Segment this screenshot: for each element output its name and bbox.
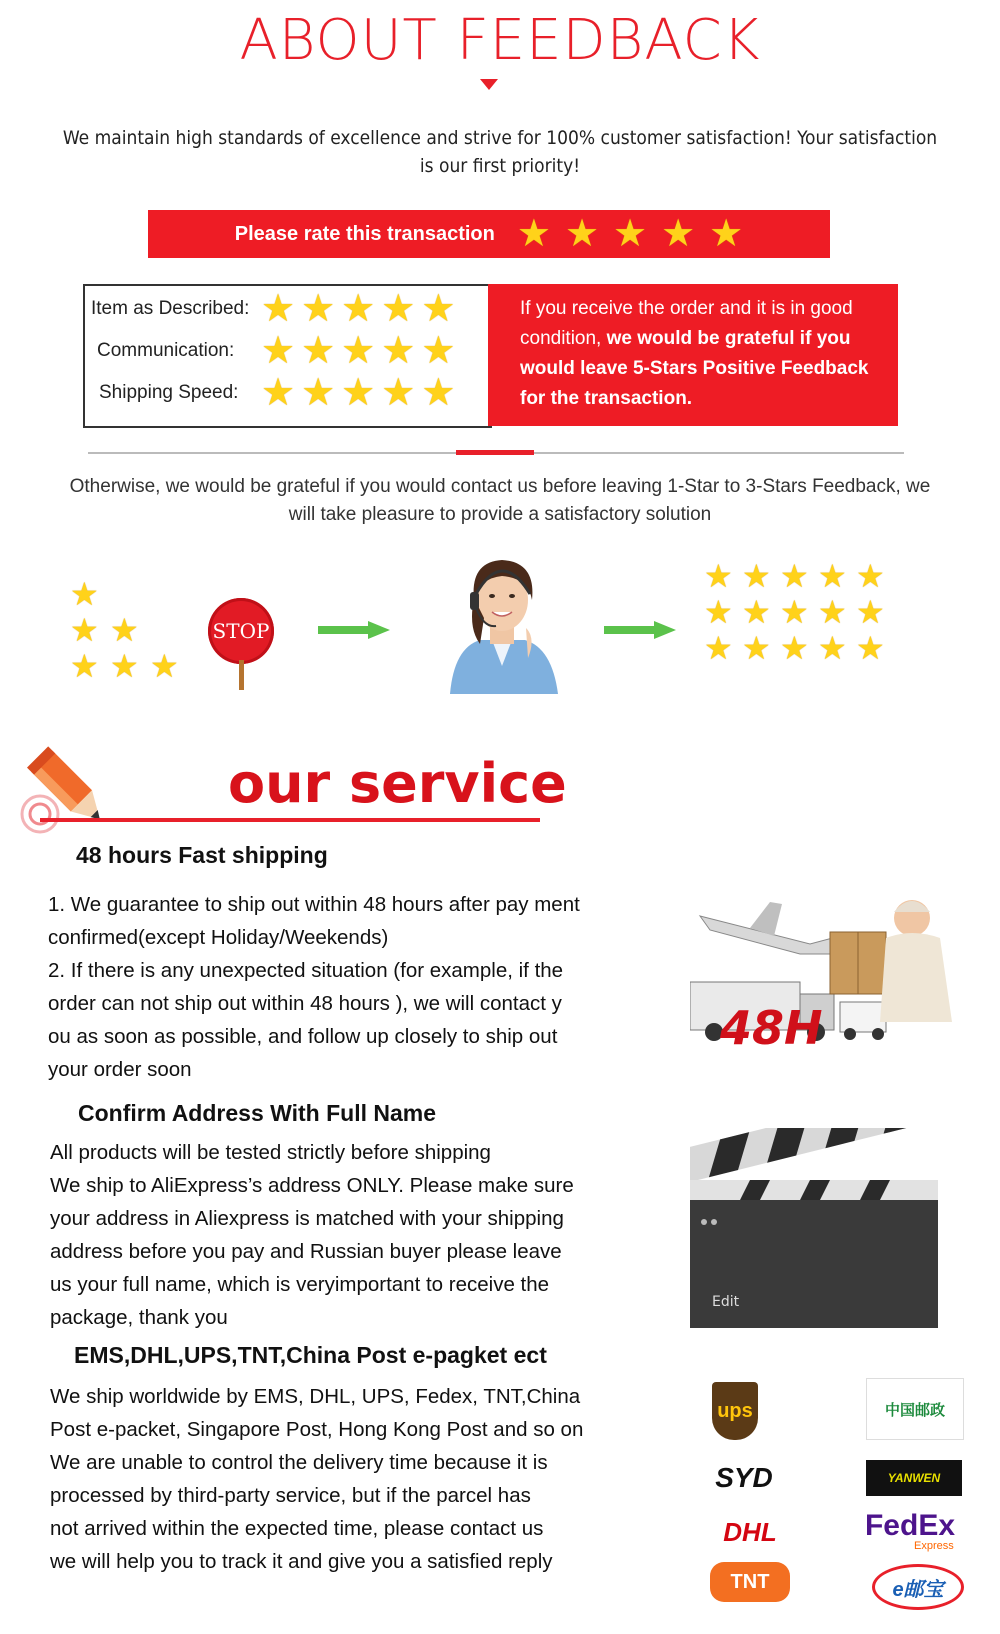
star-icon: ★ bbox=[341, 288, 376, 330]
body-line: We ship worldwide by EMS, DHL, UPS, Fedex, TNT,China bbox=[50, 1385, 581, 1408]
star-icon: ★ bbox=[381, 372, 416, 414]
criteria-label: Item as Described: bbox=[91, 298, 250, 319]
criteria-label: Communication: bbox=[97, 340, 235, 361]
star-icon: ★ bbox=[301, 330, 336, 372]
star-icon: ★ bbox=[818, 558, 847, 594]
ups-logo: ups bbox=[712, 1382, 758, 1440]
star-icon: ★ bbox=[341, 372, 376, 414]
criteria-label: Shipping Speed: bbox=[99, 382, 239, 403]
body-line: your order soon bbox=[48, 1058, 192, 1081]
star-icon: ★ bbox=[742, 594, 771, 630]
rate-transaction-bar bbox=[148, 210, 830, 258]
fedex-express-label: Express bbox=[914, 1540, 954, 1552]
star-icon: ★ bbox=[70, 612, 99, 648]
body-line: order can not ship out within 48 hours ), we will contact y bbox=[48, 992, 562, 1015]
tnt-logo: TNT bbox=[710, 1562, 790, 1602]
star-icon: ★ bbox=[110, 612, 139, 648]
rate-star-icon[interactable]: ★ bbox=[516, 213, 551, 255]
rating-criteria-table bbox=[83, 284, 492, 428]
48h-badge: 48H bbox=[720, 1001, 823, 1055]
star-icon: ★ bbox=[301, 288, 336, 330]
request-text: If you receive the order and it is in good condition, bbox=[520, 298, 853, 349]
customer-service-agent-image bbox=[440, 548, 565, 694]
star-icon: ★ bbox=[110, 648, 139, 684]
rate-star-icon[interactable]: ★ bbox=[709, 213, 744, 255]
body-line: your address in Aliexpress is matched with your shipping bbox=[50, 1207, 564, 1230]
body-line: us your full name, which is veryimportant to receive the bbox=[50, 1273, 550, 1296]
section-body-address bbox=[50, 1136, 670, 1334]
rate-star-icon[interactable]: ★ bbox=[564, 213, 600, 255]
criteria-row bbox=[91, 374, 455, 412]
stop-sign-icon: STOP bbox=[208, 598, 274, 664]
yanwen-logo: YANWEN bbox=[866, 1460, 962, 1496]
star-icon: ★ bbox=[381, 330, 416, 372]
body-line: We ship to AliExpress’s address ONLY. Please make sure bbox=[50, 1174, 574, 1197]
divider-accent bbox=[456, 450, 534, 455]
star-icon: ★ bbox=[261, 288, 296, 330]
star-icon: ★ bbox=[704, 630, 733, 666]
star-icon: ★ bbox=[856, 558, 885, 594]
star-icon: ★ bbox=[381, 288, 416, 330]
star-icon: ★ bbox=[780, 558, 809, 594]
feedback-intro: We maintain high standards of excellence and strive for 100% customer satisfaction! Your satisfaction is our first priority! bbox=[62, 127, 938, 177]
stop-sign-pole bbox=[239, 660, 244, 690]
body-line: 1. We guarantee to ship out within 48 hours after pay ment bbox=[48, 893, 580, 916]
arrow-right-icon bbox=[604, 621, 678, 639]
star-icon: ★ bbox=[856, 594, 885, 630]
body-line: not arrived within the expected time, please contact us bbox=[50, 1517, 544, 1540]
star-icon: ★ bbox=[70, 648, 99, 684]
body-line: We are unable to control the delivery time because it is bbox=[50, 1451, 548, 1474]
feedback-title: ABOUT FEEDBACK bbox=[239, 8, 761, 73]
section-heading: EMS,DHL,UPS,TNT,China Post e-pagket ect bbox=[74, 1342, 547, 1368]
title-pointer-icon bbox=[480, 79, 498, 90]
body-line: ou as soon as possible, and follow up closely to ship out bbox=[48, 1025, 558, 1048]
star-icon: ★ bbox=[421, 288, 456, 330]
star-icon: ★ bbox=[150, 648, 179, 684]
e-ems-logo: e邮宝 bbox=[872, 1564, 964, 1610]
star-icon: ★ bbox=[421, 330, 456, 372]
service-title: our service bbox=[228, 752, 567, 815]
star-icon: ★ bbox=[742, 558, 771, 594]
fedex-logo: FedEx bbox=[864, 1509, 956, 1542]
star-icon: ★ bbox=[261, 330, 296, 372]
star-icon: ★ bbox=[261, 372, 296, 414]
criteria-row bbox=[91, 332, 455, 370]
star-icon: ★ bbox=[742, 630, 771, 666]
rate-star-icon[interactable]: ★ bbox=[661, 213, 696, 255]
body-line: All products will be tested strictly before shipping bbox=[50, 1141, 491, 1164]
positive-feedback-request bbox=[488, 284, 898, 426]
star-icon: ★ bbox=[70, 576, 99, 612]
arrow-right-icon bbox=[318, 621, 392, 639]
star-icon: ★ bbox=[301, 372, 336, 414]
section-heading: Confirm Address With Full Name bbox=[78, 1100, 437, 1126]
syd-logo: SYD bbox=[715, 1462, 773, 1493]
star-icon: ★ bbox=[818, 630, 847, 666]
request-text-bold: we would be grateful if you would leave 5-Stars Positive Feedback for the transaction. bbox=[520, 328, 869, 409]
contact-before-negative-text: Otherwise, we would be grateful if you would contact us before leaving 1-Star to 3-Stars Feedback, we will take pleasure to provide a satisfactory solution bbox=[69, 476, 931, 525]
body-line: 2. If there is any unexpected situation (for example, if the bbox=[48, 959, 564, 982]
body-line: address before you pay and Russian buyer please leave bbox=[50, 1240, 562, 1263]
section-body-carriers bbox=[50, 1380, 670, 1578]
body-line: we will help you to track it and give you a satisfied reply bbox=[50, 1550, 553, 1573]
criteria-row bbox=[91, 290, 455, 328]
star-icon: ★ bbox=[341, 330, 376, 372]
star-icon: ★ bbox=[818, 594, 847, 630]
body-line: package, thank you bbox=[50, 1306, 228, 1329]
star-icon: ★ bbox=[421, 372, 456, 414]
star-icon: ★ bbox=[704, 558, 733, 594]
body-line: confirmed(except Holiday/Weekends) bbox=[48, 926, 389, 949]
section-body-shipping bbox=[48, 888, 668, 1086]
dhl-logo: DHL bbox=[723, 1516, 777, 1547]
rate-star-icon[interactable]: ★ bbox=[613, 213, 648, 255]
star-icon: ★ bbox=[704, 594, 733, 630]
clapper-edit-label: Edit bbox=[712, 1294, 740, 1310]
star-icon: ★ bbox=[856, 630, 885, 666]
rate-label: Please rate this transaction bbox=[234, 222, 495, 245]
china-post-logo: 中国邮政 bbox=[866, 1378, 964, 1440]
fast-shipping-image bbox=[690, 882, 962, 1078]
service-underline bbox=[40, 818, 540, 822]
body-line: Post e-packet, Singapore Post, Hong Kong Post and so on bbox=[50, 1418, 584, 1441]
star-icon: ★ bbox=[780, 594, 809, 630]
body-line: processed by third-party service, but if the parcel has bbox=[50, 1484, 531, 1507]
clapperboard-image bbox=[690, 1128, 938, 1328]
star-icon: ★ bbox=[780, 630, 809, 666]
section-heading: 48 hours Fast shipping bbox=[76, 842, 328, 868]
